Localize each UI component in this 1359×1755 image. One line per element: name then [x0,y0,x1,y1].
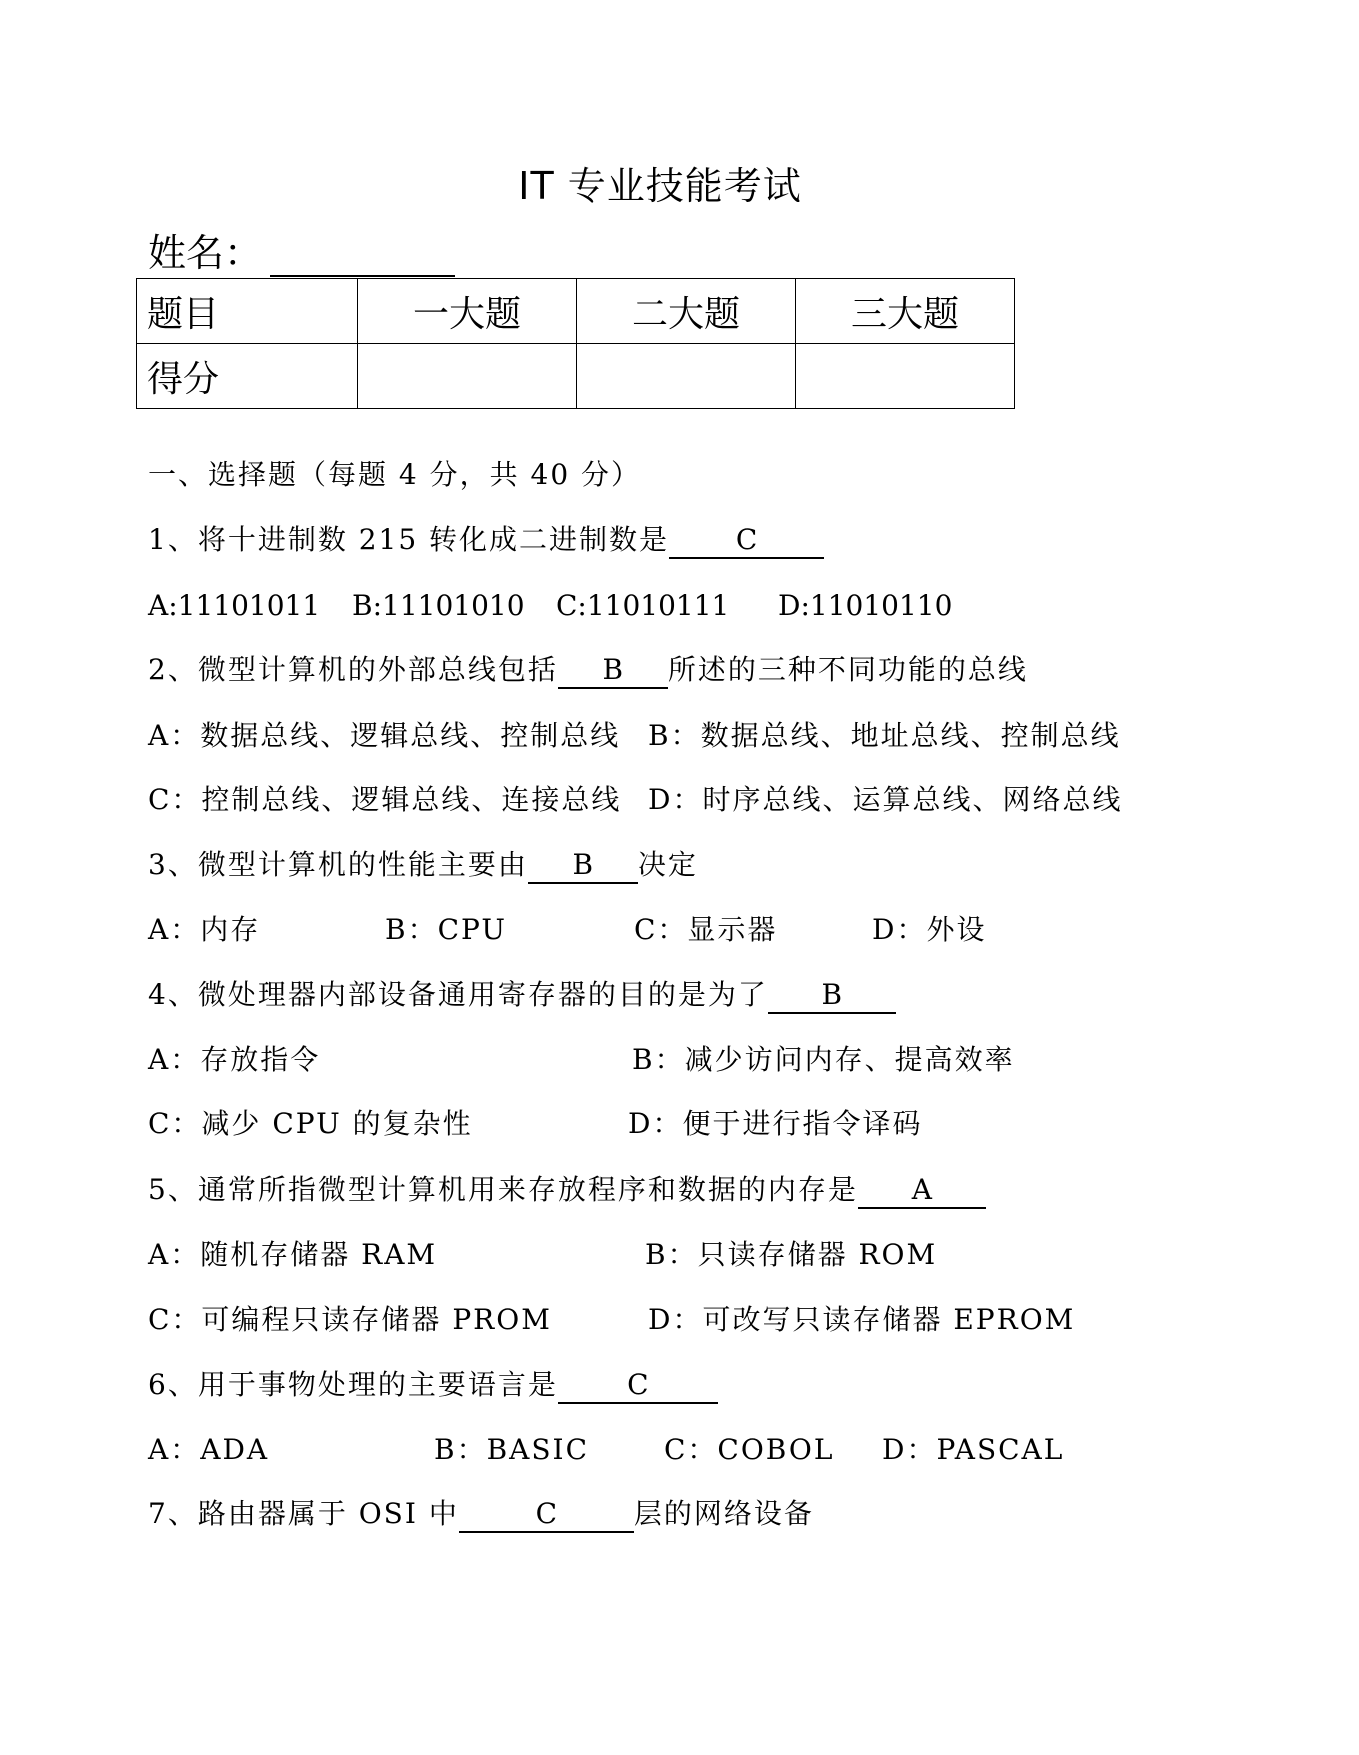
answer-blank: B [768,978,896,1014]
option-c: C:11010111 [556,589,730,622]
question-5 [148,1170,986,1210]
option-b: B：CPU [385,913,507,946]
option-a: A:11101011 [148,589,321,622]
name-label: 姓名： [148,231,263,275]
option-a: A：存放指令 [148,1043,321,1076]
answer-blank: C [669,523,824,559]
score-table [136,278,1015,409]
option-c: C：可编程只读存储器 PROM [148,1303,552,1336]
answer-blank: C [558,1368,718,1404]
question-text-suffix: 决定 [637,848,698,881]
score-cell[interactable] [358,344,577,409]
option-c: C：显示器 [634,913,778,946]
option-d: D：时序总线、运算总线、网络总线 [648,783,1123,816]
score-header-cell: 二大题 [577,279,796,344]
question-text: 3、微型计算机的性能主要由 [148,848,528,881]
option-d: D：可改写只读存储器 EPROM [648,1303,1076,1336]
option-b: B：数据总线、地址总线、控制总线 [648,719,1121,752]
option-b: B：减少访问内存、提高效率 [632,1043,1015,1076]
name-blank[interactable] [270,235,455,277]
question-text: 6、用于事物处理的主要语言是 [148,1368,558,1401]
option-a: A：随机存储器 RAM [148,1238,438,1271]
question-7 [148,1494,814,1534]
answer-blank: B [528,848,638,884]
answer-blank: B [558,653,668,689]
score-table-score-row [137,344,1015,409]
score-header-cell: 题目 [137,279,358,344]
question-text: 2、微型计算机的外部总线包括 [148,653,558,686]
option-b: B：BASIC [434,1433,590,1466]
option-d: D：PASCAL [882,1433,1065,1466]
option-c: C：减少 CPU 的复杂性 [148,1107,473,1140]
section-heading: 一、选择题（每题 4 分，共 40 分） [148,458,642,491]
question-1 [148,520,824,560]
score-cell[interactable] [796,344,1015,409]
question-4 [148,975,896,1015]
question-text: 7、路由器属于 OSI 中 [148,1497,459,1530]
question-text: 4、微处理器内部设备通用寄存器的目的是为了 [148,978,768,1011]
option-d: D：外设 [872,913,987,946]
page-title: IT 专业技能考试 [518,164,802,208]
score-row-label: 得分 [137,344,358,409]
question-text: 1、将十进制数 215 转化成二进制数是 [148,523,670,556]
option-a: A：数据总线、逻辑总线、控制总线 [148,719,621,752]
question-2 [148,650,1028,690]
score-table-header-row [137,279,1015,344]
question-6 [148,1365,718,1405]
option-d: D:11010110 [778,589,953,622]
option-b: B：只读存储器 ROM [645,1238,938,1271]
question-text-suffix: 层的网络设备 [633,1497,814,1530]
answer-blank: C [459,1497,634,1533]
option-a: A：内存 [148,913,261,946]
score-cell[interactable] [577,344,796,409]
option-b: B:11101010 [352,589,525,622]
score-header-cell: 三大题 [796,279,1015,344]
name-field-row [148,222,455,277]
option-d: D：便于进行指令译码 [628,1107,923,1140]
question-text-suffix: 所述的三种不同功能的总线 [667,653,1028,686]
option-a: A：ADA [148,1433,270,1466]
option-c: C：COBOL [664,1433,835,1466]
answer-blank: A [858,1173,986,1209]
option-c: C：控制总线、逻辑总线、连接总线 [148,783,622,816]
question-3 [148,845,698,885]
question-text: 5、通常所指微型计算机用来存放程序和数据的内存是 [148,1173,858,1206]
score-header-cell: 一大题 [358,279,577,344]
